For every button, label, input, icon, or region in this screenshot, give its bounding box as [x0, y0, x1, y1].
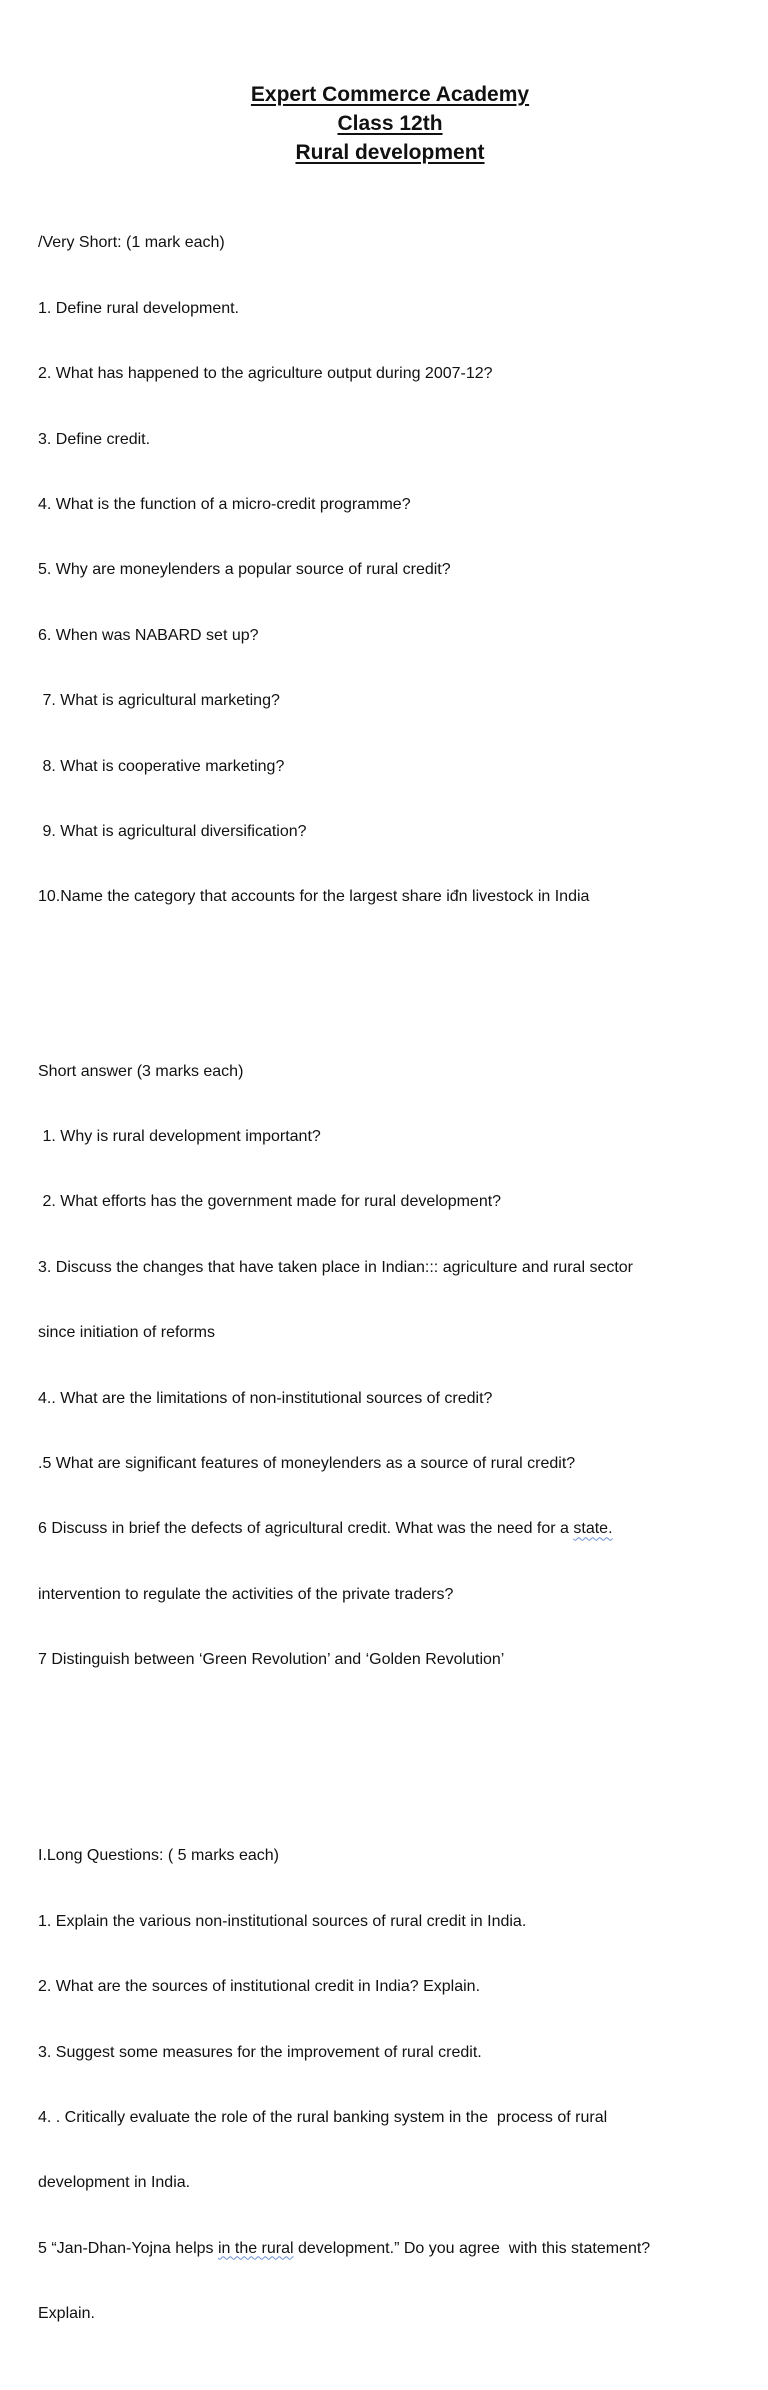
very-short-question: 1. Define rural development.	[38, 299, 239, 317]
short-answer-question-continued: since initiation of reforms	[38, 1324, 215, 1342]
question-paper-body	[38, 167, 738, 2390]
long-question: 4. . Critically evaluate the role of the rural banking system in the process of rural	[38, 2108, 608, 2126]
very-short-question: 4. What is the function of a micro-credit programme?	[38, 495, 411, 513]
long-question-continued: Explain.	[38, 2305, 95, 2323]
class-title: Class 12th	[337, 112, 443, 135]
very-short-question: 3. Define credit.	[38, 430, 151, 448]
long-question: 2. What are the sources of institutional credit in India? Explain.	[38, 1978, 481, 1996]
short-answer-question: .5 What are significant features of moneylenders as a source of rural credit?	[38, 1455, 576, 1473]
short-answer-heading: Short answer (3 marks each)	[38, 1062, 244, 1080]
short-answer-question: 4.. What are the limitations of non-institutional sources of credit?	[38, 1389, 493, 1407]
very-short-question: 6. When was NABARD set up?	[38, 626, 259, 644]
very-short-question: 10.Name the category that accounts for the largest share iđn livestock in India	[38, 888, 590, 906]
short-answer-question: 3. Discuss the changes that have taken place in Indian::: agriculture and rural sector	[38, 1258, 634, 1276]
very-short-question: 9. What is agricultural diversification?	[38, 822, 307, 840]
long-questions-heading: I.Long Questions: ( 5 marks each)	[38, 1847, 279, 1865]
long-question: 1. Explain the various non-institutional sources of rural credit in India.	[38, 1912, 527, 1930]
very-short-question: 8. What is cooperative marketing?	[38, 757, 285, 775]
very-short-heading: /Very Short: (1 mark each)	[38, 234, 225, 252]
spellcheck-marked-text: in the rural	[217, 2239, 294, 2257]
document-header	[0, 80, 768, 167]
very-short-question: 5. Why are moneylenders a popular source of rural credit?	[38, 561, 451, 579]
short-answer-question: 1. Why is rural development important?	[38, 1128, 321, 1146]
question-text: 5 “Jan-Dhan-Yojna helps	[38, 2239, 218, 2257]
short-answer-question: 2. What efforts has the government made for rural development?	[38, 1193, 502, 1211]
short-answer-question-continued: intervention to regulate the activities of the private traders?	[38, 1585, 454, 1603]
section-spacer	[38, 973, 738, 995]
question-text: 6 Discuss in brief the defects of agricultural credit. What was the need for a	[38, 1520, 574, 1538]
long-question	[38, 2238, 738, 2260]
question-text: development.” Do you agree with this statement?	[293, 2239, 651, 2257]
academy-title: Expert Commerce Academy	[250, 83, 530, 106]
short-answer-question	[38, 1518, 738, 1540]
long-question: 3. Suggest some measures for the improvement of rural credit.	[38, 2043, 482, 2061]
very-short-question: 7. What is agricultural marketing?	[38, 692, 280, 710]
very-short-question: 2. What has happened to the agriculture output during 2007-12?	[38, 365, 493, 383]
long-question-continued: development in India.	[38, 2174, 191, 2192]
short-answer-question: 7 Distinguish between ‘Green Revolution’ and ‘Golden Revolution’	[38, 1651, 505, 1669]
subject-title: Rural development	[295, 141, 485, 164]
section-spacer	[38, 1736, 738, 1780]
spellcheck-marked-text: state.	[573, 1520, 613, 1538]
